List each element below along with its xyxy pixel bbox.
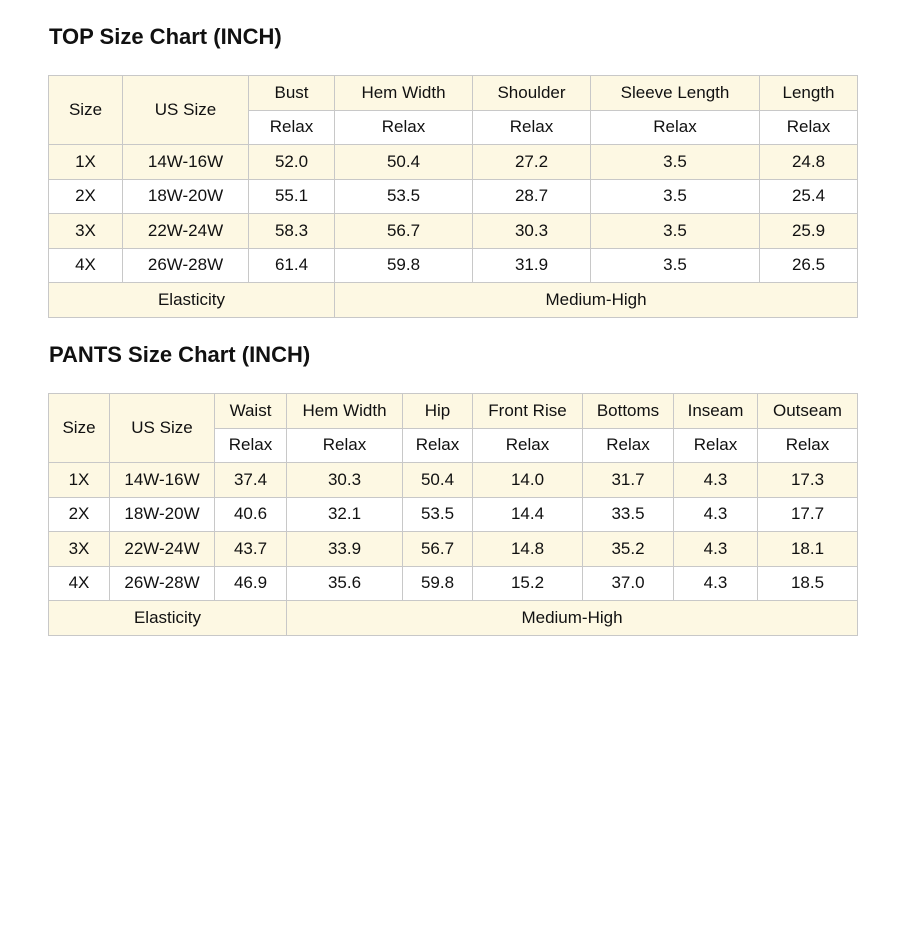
value-cell: 3.5: [591, 145, 760, 180]
pants-header-front-rise: Front Rise: [473, 394, 583, 429]
pants-header-row: [49, 394, 858, 429]
value-cell: 3.5: [591, 179, 760, 214]
value-cell: 40.6: [215, 497, 287, 532]
pants-subheader-inseam: Relax: [674, 428, 758, 463]
top-size-table: [48, 75, 858, 318]
value-cell: 14.4: [473, 497, 583, 532]
size-cell: 3X: [49, 532, 110, 567]
value-cell: 4.3: [674, 566, 758, 601]
table-row: [49, 145, 858, 180]
table-row: [49, 248, 858, 283]
us-size-cell: 22W-24W: [110, 532, 215, 567]
value-cell: 4.3: [674, 497, 758, 532]
value-cell: 46.9: [215, 566, 287, 601]
value-cell: 55.1: [249, 179, 335, 214]
size-cell: 2X: [49, 179, 123, 214]
value-cell: 53.5: [335, 179, 473, 214]
table-row: [49, 532, 858, 567]
value-cell: 27.2: [473, 145, 591, 180]
pants-subheader-bottoms: Relax: [583, 428, 674, 463]
pants-size-chart-title: PANTS Size Chart (INCH): [49, 342, 311, 367]
value-cell: 58.3: [249, 214, 335, 249]
table-row: [49, 179, 858, 214]
value-cell: 50.4: [335, 145, 473, 180]
elasticity-label: Elasticity: [49, 601, 287, 636]
pants-header-inseam: Inseam: [674, 394, 758, 429]
value-cell: 3.5: [591, 214, 760, 249]
value-cell: 56.7: [335, 214, 473, 249]
value-cell: 33.9: [287, 532, 403, 567]
value-cell: 37.0: [583, 566, 674, 601]
us-size-cell: 18W-20W: [123, 179, 249, 214]
top-header-sleeve-length: Sleeve Length: [591, 76, 760, 111]
size-cell: 2X: [49, 497, 110, 532]
us-size-cell: 26W-28W: [123, 248, 249, 283]
top-header-size: Size: [49, 76, 123, 145]
value-cell: 18.1: [758, 532, 858, 567]
value-cell: 26.5: [760, 248, 858, 283]
pants-header-bottoms: Bottoms: [583, 394, 674, 429]
pants-header-hem-width: Hem Width: [287, 394, 403, 429]
value-cell: 61.4: [249, 248, 335, 283]
us-size-cell: 22W-24W: [123, 214, 249, 249]
value-cell: 31.7: [583, 463, 674, 498]
us-size-cell: 14W-16W: [123, 145, 249, 180]
us-size-cell: 18W-20W: [110, 497, 215, 532]
pants-header-outseam: Outseam: [758, 394, 858, 429]
top-header-shoulder: Shoulder: [473, 76, 591, 111]
value-cell: 25.4: [760, 179, 858, 214]
top-subheader-hem-width: Relax: [335, 110, 473, 145]
value-cell: 32.1: [287, 497, 403, 532]
top-header-row: [49, 76, 858, 111]
pants-size-table: [48, 393, 858, 636]
top-subheader-length: Relax: [760, 110, 858, 145]
value-cell: 3.5: [591, 248, 760, 283]
top-header-hem-width: Hem Width: [335, 76, 473, 111]
us-size-cell: 26W-28W: [110, 566, 215, 601]
top-header-length: Length: [760, 76, 858, 111]
size-cell: 1X: [49, 463, 110, 498]
value-cell: 15.2: [473, 566, 583, 601]
pants-header-hip: Hip: [403, 394, 473, 429]
value-cell: 31.9: [473, 248, 591, 283]
value-cell: 14.8: [473, 532, 583, 567]
table-row: [49, 566, 858, 601]
value-cell: 24.8: [760, 145, 858, 180]
table-row: [49, 463, 858, 498]
us-size-cell: 14W-16W: [110, 463, 215, 498]
top-subheader-sleeve-length: Relax: [591, 110, 760, 145]
value-cell: 35.2: [583, 532, 674, 567]
pants-header-us-size: US Size: [110, 394, 215, 463]
value-cell: 28.7: [473, 179, 591, 214]
value-cell: 59.8: [335, 248, 473, 283]
pants-footer-row: [49, 601, 858, 636]
pants-header-waist: Waist: [215, 394, 287, 429]
top-header-us-size: US Size: [123, 76, 249, 145]
size-cell: 4X: [49, 566, 110, 601]
top-subheader-bust: Relax: [249, 110, 335, 145]
value-cell: 50.4: [403, 463, 473, 498]
value-cell: 25.9: [760, 214, 858, 249]
table-row: [49, 214, 858, 249]
value-cell: 43.7: [215, 532, 287, 567]
pants-subheader-front-rise: Relax: [473, 428, 583, 463]
value-cell: 52.0: [249, 145, 335, 180]
value-cell: 14.0: [473, 463, 583, 498]
top-header-bust: Bust: [249, 76, 335, 111]
top-footer-row: [49, 283, 858, 318]
top-size-chart-title: TOP Size Chart (INCH): [49, 24, 282, 49]
pants-subheader-hem-width: Relax: [287, 428, 403, 463]
value-cell: 59.8: [403, 566, 473, 601]
size-cell: 1X: [49, 145, 123, 180]
size-cell: 4X: [49, 248, 123, 283]
value-cell: 4.3: [674, 532, 758, 567]
elasticity-label: Elasticity: [49, 283, 335, 318]
pants-subheader-outseam: Relax: [758, 428, 858, 463]
value-cell: 56.7: [403, 532, 473, 567]
pants-subheader-waist: Relax: [215, 428, 287, 463]
value-cell: 35.6: [287, 566, 403, 601]
value-cell: 30.3: [287, 463, 403, 498]
value-cell: 37.4: [215, 463, 287, 498]
value-cell: 18.5: [758, 566, 858, 601]
pants-header-size: Size: [49, 394, 110, 463]
elasticity-value: Medium-High: [335, 283, 858, 318]
pants-subheader-hip: Relax: [403, 428, 473, 463]
value-cell: 17.7: [758, 497, 858, 532]
size-cell: 3X: [49, 214, 123, 249]
value-cell: 17.3: [758, 463, 858, 498]
value-cell: 53.5: [403, 497, 473, 532]
top-subheader-shoulder: Relax: [473, 110, 591, 145]
value-cell: 4.3: [674, 463, 758, 498]
value-cell: 33.5: [583, 497, 674, 532]
elasticity-value: Medium-High: [287, 601, 858, 636]
value-cell: 30.3: [473, 214, 591, 249]
table-row: [49, 497, 858, 532]
